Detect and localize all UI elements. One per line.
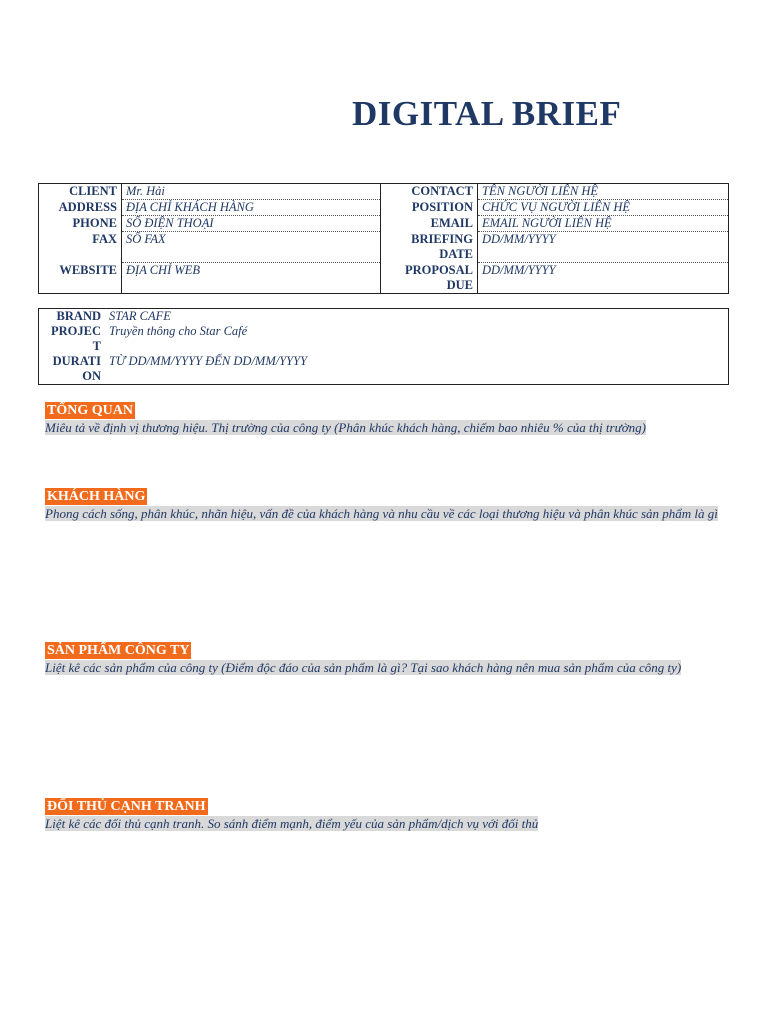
duration-label: DURATION — [52, 354, 101, 383]
section-competitors — [45, 798, 538, 832]
email-label: EMAIL — [381, 216, 478, 232]
contact-label: CONTACT — [381, 184, 478, 200]
brand-value: STAR CAFE — [109, 309, 171, 323]
contact-value: TÊN NGƯỜI LIÊN HỆ — [478, 184, 729, 200]
client-value: Mr. Hải — [122, 184, 381, 200]
website-label: WEBSITE — [39, 263, 122, 294]
proposal-due-label: PROPOSAL DUE — [381, 263, 478, 294]
section-customers — [45, 488, 718, 522]
section-heading: ĐỐI THỦ CẠNH TRANH — [47, 799, 206, 814]
fax-value: SỐ FAX — [122, 232, 381, 263]
fax-label: FAX — [39, 232, 122, 263]
document-title: DIGITAL BRIEF — [352, 94, 622, 133]
section-description: Miêu tả về định vị thương hiệu. Thị trường của công ty (Phân khúc khách hàng, chiếm bao nhiêu % của thị trường) — [45, 420, 646, 435]
brand-label: BRAND — [56, 309, 101, 323]
project-info-table — [38, 308, 729, 385]
email-value: EMAIL NGƯỜI LIÊN HỆ — [478, 216, 729, 232]
proposal-due-value: DD/MM/YYYY — [482, 263, 556, 277]
table-row — [39, 309, 729, 325]
position-value: CHỨC VỤ NGƯỜI LIÊN HỆ — [478, 200, 729, 216]
table-row — [39, 200, 729, 216]
section-description: Liệt kê các đối thủ cạnh tranh. So sánh điểm mạnh, điểm yếu của sản phẩm/dịch vụ với đối thủ — [45, 816, 539, 831]
project-label: PROJECT — [51, 324, 101, 353]
project-value: Truyền thông cho Star Café — [109, 324, 248, 338]
duration-value: TỪ DD/MM/YYYY ĐẾN DD/MM/YYYY — [109, 354, 308, 368]
briefing-date-label: BRIEFING DATE — [381, 232, 478, 263]
section-overview — [45, 402, 646, 436]
address-label: ADDRESS — [39, 200, 122, 216]
section-description: Phong cách sống, phân khúc, nhãn hiệu, vấn đề của khách hàng và nhu cầu về các loại thương hiệu và phân khúc sản phẩm là gì — [45, 506, 718, 521]
briefing-date-value: DD/MM/YYYY — [478, 232, 729, 263]
section-heading: SẢN PHẨM CÔNG TY — [47, 643, 190, 658]
section-description: Liệt kê các sản phẩm của công ty (Điểm độc đáo của sản phẩm là gì? Tại sao khách hàng nên mua sản phẩm của công ty) — [45, 660, 682, 675]
position-label: POSITION — [381, 200, 478, 216]
section-company-products — [45, 642, 681, 676]
section-heading: KHÁCH HÀNG — [47, 489, 146, 504]
client-label: CLIENT — [39, 184, 122, 200]
contact-info-table — [38, 183, 729, 294]
section-heading: TỔNG QUAN — [47, 403, 133, 418]
table-row — [39, 324, 729, 354]
table-row — [39, 216, 729, 232]
table-row — [39, 232, 729, 263]
table-row — [39, 354, 729, 385]
website-value: ĐỊA CHỈ WEB — [122, 263, 381, 294]
table-row — [39, 184, 729, 200]
address-value: ĐỊA CHỈ KHÁCH HÀNG — [122, 200, 381, 216]
phone-value: SỐ ĐIỆN THOẠI — [122, 216, 381, 232]
table-row — [39, 263, 729, 294]
phone-label: PHONE — [39, 216, 122, 232]
